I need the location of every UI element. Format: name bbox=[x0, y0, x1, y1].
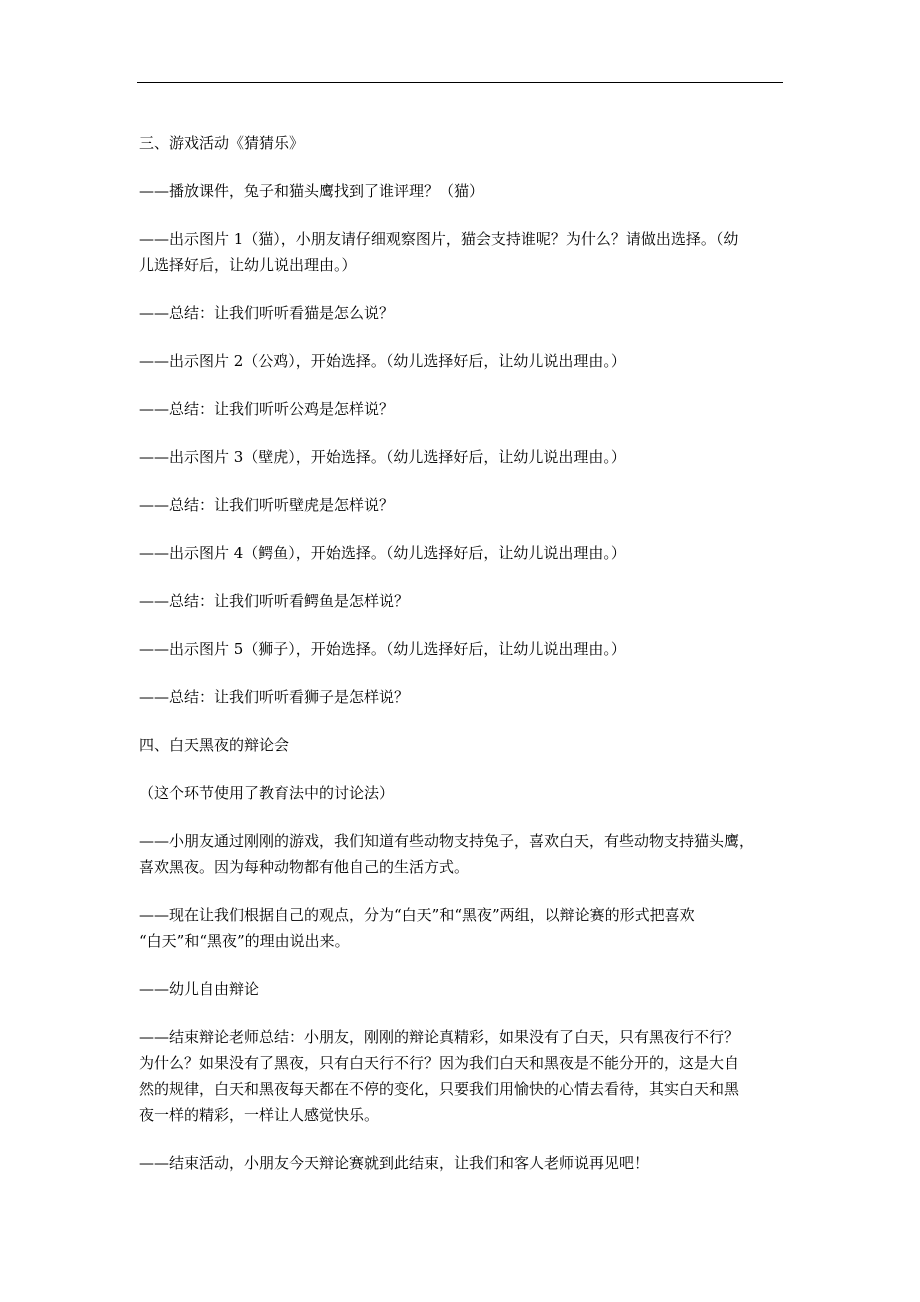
paragraph bbox=[139, 684, 785, 710]
paragraph bbox=[139, 976, 785, 1002]
text-line: ——总结：让我们听听看猫是怎么说？ bbox=[139, 304, 395, 322]
text-line: （这个环节使用了教育法中的讨论法） bbox=[139, 784, 395, 802]
paragraph bbox=[139, 130, 785, 156]
text-line: ——出示图片 3（壁虎），开始选择。（幼儿选择好后，让幼儿说出理由。） bbox=[139, 448, 626, 466]
text-line: ——幼儿自由辩论 bbox=[139, 980, 260, 998]
paragraph bbox=[139, 1150, 785, 1176]
paragraph bbox=[139, 780, 785, 806]
text-line: ——结束辩论老师总结：小朋友，刚刚的辩论真精彩，如果没有了白天，只有黑夜行不行？ bbox=[139, 1028, 740, 1046]
paragraph bbox=[139, 300, 785, 326]
text-line: ——出示图片 4（鳄鱼），开始选择。（幼儿选择好后，让幼儿说出理由。） bbox=[139, 544, 626, 562]
text-line: “白天”和“黑夜”的理由说出来。 bbox=[139, 932, 350, 950]
paragraph bbox=[139, 588, 785, 614]
text-line: ——出示图片 2（公鸡），开始选择。（幼儿选择好后，让幼儿说出理由。） bbox=[139, 352, 626, 370]
document-body bbox=[139, 130, 785, 1198]
text-line: 为什么？如果没有了黑夜，只有白天行不行？因为我们白天和黑夜是不能分开的，这是大自 bbox=[139, 1054, 740, 1072]
text-line: ——总结：让我们听听公鸡是怎样说？ bbox=[139, 400, 395, 418]
text-line: ——小朋友通过刚刚的游戏，我们知道有些动物支持兔子，喜欢白天，有些动物支持猫头鹰， bbox=[139, 832, 755, 850]
text-line: ——出示图片 5（狮子），开始选择。（幼儿选择好后，让幼儿说出理由。） bbox=[139, 640, 626, 658]
paragraph bbox=[139, 396, 785, 422]
paragraph bbox=[139, 902, 785, 954]
paragraph bbox=[139, 540, 785, 566]
text-line: ——播放课件，兔子和猫头鹰找到了谁评理？（猫） bbox=[139, 182, 485, 200]
paragraph bbox=[139, 492, 785, 518]
text-line: 然的规律，白天和黑夜每天都在不停的变化，只要我们用愉快的心情去看待，其实白天和黑 bbox=[139, 1080, 740, 1098]
text-line: 夜一样的精彩，一样让人感觉快乐。 bbox=[139, 1106, 380, 1124]
text-line: 儿选择好后，让幼儿说出理由。） bbox=[139, 256, 357, 274]
text-line: 喜欢黑夜。因为每种动物都有他自己的生活方式。 bbox=[139, 858, 470, 876]
paragraph bbox=[139, 178, 785, 204]
text-line: 四、白天黑夜的辩论会 bbox=[139, 736, 290, 754]
paragraph bbox=[139, 348, 785, 374]
paragraph bbox=[139, 732, 785, 758]
text-line: ——总结：让我们听听壁虎是怎样说？ bbox=[139, 496, 395, 514]
text-line: ——出示图片 1（猫），小朋友请仔细观察图片，猫会支持谁呢？为什么？请做出选择。（幼 bbox=[139, 230, 739, 248]
text-line: 三、游戏活动《猜猜乐》 bbox=[139, 134, 305, 152]
header-rule bbox=[137, 82, 783, 83]
text-line: ——结束活动，小朋友今天辩论赛就到此结束，让我们和客人老师说再见吧！ bbox=[139, 1154, 650, 1172]
paragraph bbox=[139, 828, 785, 880]
text-line: ——总结：让我们听听看鳄鱼是怎样说？ bbox=[139, 592, 410, 610]
paragraph bbox=[139, 444, 785, 470]
text-line: ——总结：让我们听听看狮子是怎样说？ bbox=[139, 688, 410, 706]
paragraph bbox=[139, 1024, 785, 1128]
text-line: ——现在让我们根据自己的观点，分为“白天”和“黑夜”两组，以辩论赛的形式把喜欢 bbox=[139, 906, 695, 924]
paragraph bbox=[139, 226, 785, 278]
paragraph bbox=[139, 636, 785, 662]
